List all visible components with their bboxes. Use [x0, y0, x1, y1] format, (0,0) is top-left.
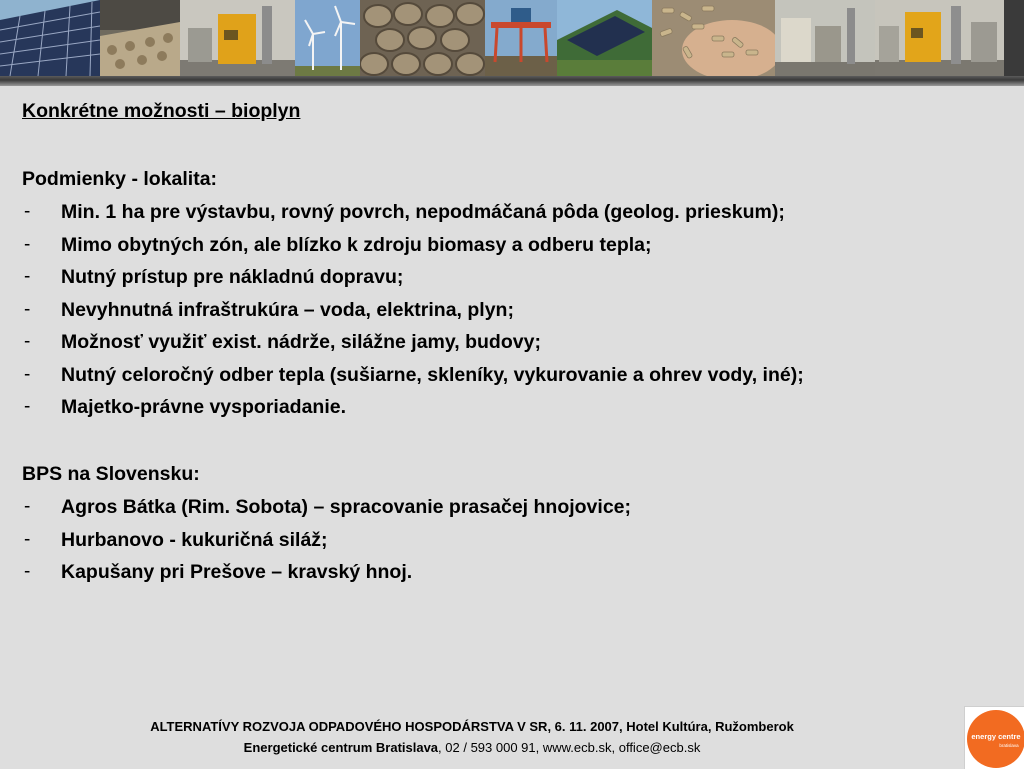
photo-banner — [0, 0, 1024, 76]
bullet-dash: - — [24, 496, 31, 517]
processing-plant-photo — [485, 0, 557, 76]
logo-text: energy centre — [971, 732, 1021, 741]
stacked-wood-photo — [100, 0, 180, 76]
logo-subtext: bratislava — [999, 743, 1019, 748]
wood-pellets-photo — [652, 0, 775, 76]
solar-panels-photo — [0, 0, 100, 76]
bullet-dash: - — [24, 561, 31, 582]
list-item-text: Nutný celoročný odber tepla (sušiarne, skleníky, vykurovanie a ohrev vody, iné); — [61, 363, 804, 386]
bullet-dash: - — [24, 233, 31, 255]
list-item-text: Majetko-právne vysporiadanie. — [61, 396, 347, 418]
biomass-boiler-photo-3 — [875, 0, 1004, 76]
header-divider — [0, 76, 1024, 86]
biomass-boiler-photo-2 — [775, 0, 875, 76]
list-item-text: Min. 1 ha pre výstavbu, rovný povrch, nepodmáčaná pôda (geolog. prieskum); — [61, 201, 785, 223]
bullet-dash: - — [24, 298, 31, 320]
list-item-text: Agros Bátka (Rim. Sobota) – spracovanie prasačej hnojovice; — [61, 496, 632, 518]
solar-roof-photo — [557, 0, 652, 76]
bullet-dash: - — [24, 331, 31, 352]
list-item-text: Možnosť využiť exist. nádrže, silážne jamy, budovy; — [61, 331, 541, 353]
section-heading-bps: BPS na Slovensku: — [22, 463, 200, 485]
footer-contact-line — [0, 737, 944, 758]
list-item-text: Kapušany pri Prešove – kravský hnoj. — [61, 561, 413, 583]
bullet-dash: - — [24, 528, 31, 550]
bullet-dash: - — [24, 363, 31, 385]
list-item-text: Hurbanovo - kukuričná siláž; — [61, 528, 328, 551]
footer-org-name: Energetické centrum Bratislava — [243, 740, 439, 755]
footer-event-line: ALTERNATÍVY ROZVOJA ODPADOVÉHO HOSPODÁRSTVA V SR, 6. 11. 2007, Hotel Kultúra, Ružomberok — [150, 719, 794, 734]
bullet-dash: - — [24, 266, 31, 287]
footer-contact: , 02 / 593 000 91, www.ecb.sk, office@ecb.sk — [438, 740, 701, 755]
list-item-text: Nevyhnutná infraštrukúra – voda, elektrina, plyn; — [61, 298, 514, 321]
list-item-text: Mimo obytných zón, ale blízko k zdroju biomasy a odberu tepla; — [61, 233, 652, 256]
list-item-text: Nutný prístup pre nákladnú dopravu; — [61, 266, 404, 288]
energy-centre-logo — [964, 706, 1024, 769]
section-heading-conditions: Podmienky - lokalita: — [22, 168, 218, 190]
footer — [0, 716, 944, 758]
bullet-dash: - — [24, 396, 31, 417]
firewood-logs-photo — [360, 0, 485, 76]
biomass-boiler-photo — [180, 0, 295, 76]
bullet-dash: - — [24, 201, 31, 222]
wind-turbines-photo — [295, 0, 360, 76]
slide-title: Konkrétne možnosti – bioplyn — [22, 100, 301, 122]
